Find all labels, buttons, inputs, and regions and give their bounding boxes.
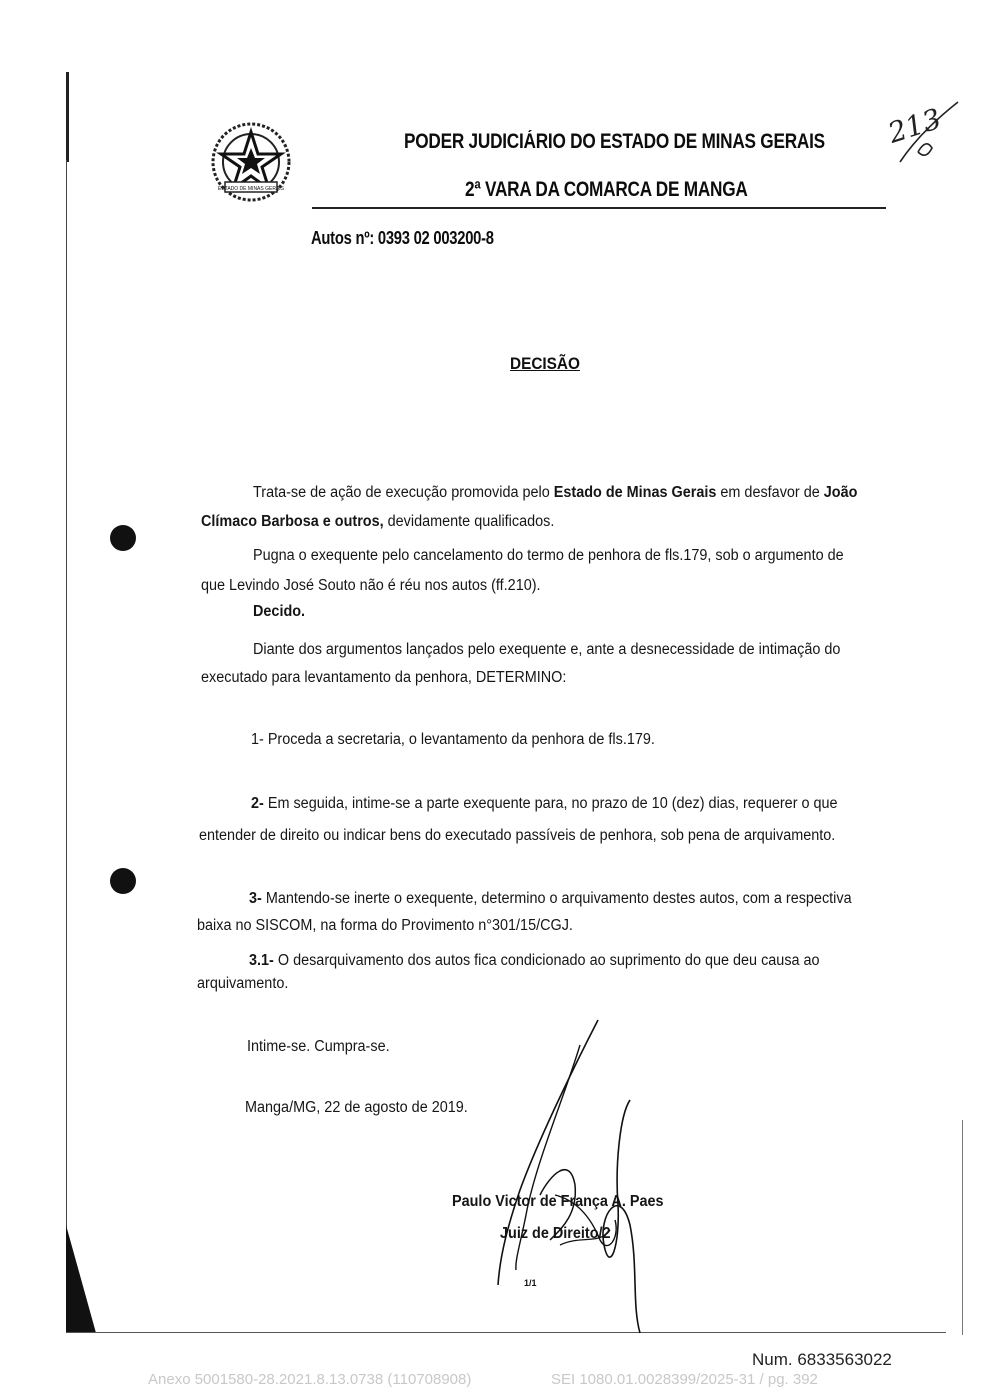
item-2-line-1 [251, 789, 838, 819]
item-3-line-1 [249, 884, 852, 914]
p1-plaintiff: Estado de Minas Gerais [553, 484, 717, 501]
p1-text-f: devidamente qualificados. [383, 513, 555, 530]
handwritten-signature [480, 1015, 660, 1335]
judge-role: Juiz de Direito/2 [500, 1225, 611, 1242]
scan-right-border [962, 1120, 963, 1335]
paragraph-2-line-1: Pugna o exequente pelo cancelamento do termo de penhora de fls.179, sob o argumento de [253, 547, 844, 564]
item-1: 1- Proceda a secretaria, o levantamento da penhora de fls.179. [251, 731, 655, 748]
page-stamp-number: 213 [884, 101, 946, 150]
p1-defendant-first: João [823, 484, 858, 501]
judge-name: Paulo Victor de França A. Paes [452, 1193, 664, 1210]
item-2-line-2: entender de direito ou indicar bens do executado passíveis de penhora, sob pena de arquivamento. [199, 827, 836, 844]
item-3-1-line-2: arquivamento. [197, 975, 289, 992]
item-3-1-text: O desarquivamento dos autos fica condicionado ao suprimento do que deu causa ao [273, 952, 820, 969]
case-number: Autos nº: 0393 02 003200-8 [311, 228, 494, 248]
item-3-1-number: 3.1- [249, 952, 274, 969]
scan-corner-shadow [62, 1225, 102, 1335]
paragraph-2-line-2: que Levindo José Souto não é réu nos autos (ff.210). [201, 577, 541, 594]
p1-text-a: Trata-se de ação de execução promovida pelo [253, 484, 554, 501]
page-indicator: 1/1 [524, 1278, 537, 1288]
p1-text-c: em desfavor de [716, 484, 824, 501]
document-title: DECISÃO [510, 355, 580, 373]
item-2-text: Em seguida, intime-se a parte exequente para, no prazo de 10 (dez) dias, requerer o que [263, 795, 838, 812]
paragraph-3-line-1: Diante dos argumentos lançados pelo exequente e, ante a desnecessidade de intimação do [253, 641, 841, 658]
paragraph-1-line-1 [253, 478, 904, 508]
closing-line: Intime-se. Cumpra-se. [247, 1038, 390, 1055]
court-division: 2ª VARA DA COMARCA DE MANGA [465, 178, 748, 201]
item-2-number: 2- [251, 795, 264, 812]
item-3-line-2: baixa no SISCOM, na forma do Provimento n°301/15/CGJ. [197, 917, 573, 934]
punch-hole-bottom [110, 868, 136, 894]
item-3-text: Mantendo-se inerte o exequente, determino o arquivamento destes autos, com a respectiva [261, 890, 852, 907]
coat-of-arms-icon [205, 118, 297, 210]
scan-left-border [66, 160, 67, 1332]
header-rule [312, 207, 886, 209]
document-num: Num. 6833563022 [752, 1350, 892, 1369]
paragraph-1-line-2 [201, 507, 554, 537]
footer-sei: SEI 1080.01.0028399/2025-31 / pg. 392 [551, 1371, 818, 1388]
decido-heading: Decido. [253, 603, 306, 620]
seal-text: ESTADO DE MINAS GERAIS [217, 186, 285, 192]
scan-left-edge-line [66, 72, 69, 162]
court-name: PODER JUDICIÁRIO DO ESTADO DE MINAS GERAIS [404, 130, 825, 153]
p1-defendant-rest: Clímaco Barbosa e outros, [201, 513, 384, 530]
place-date: Manga/MG, 22 de agosto de 2019. [245, 1099, 468, 1116]
item-3-number: 3- [249, 890, 262, 907]
punch-hole-top [110, 525, 136, 551]
paragraph-3-line-2: executado para levantamento da penhora, DETERMINO: [201, 669, 567, 686]
handwritten-page-stamp [880, 92, 960, 172]
footer-annex: Anexo 5001580-28.2021.8.13.0738 (110708908) [148, 1371, 472, 1388]
item-3-1-line-1 [249, 946, 820, 976]
